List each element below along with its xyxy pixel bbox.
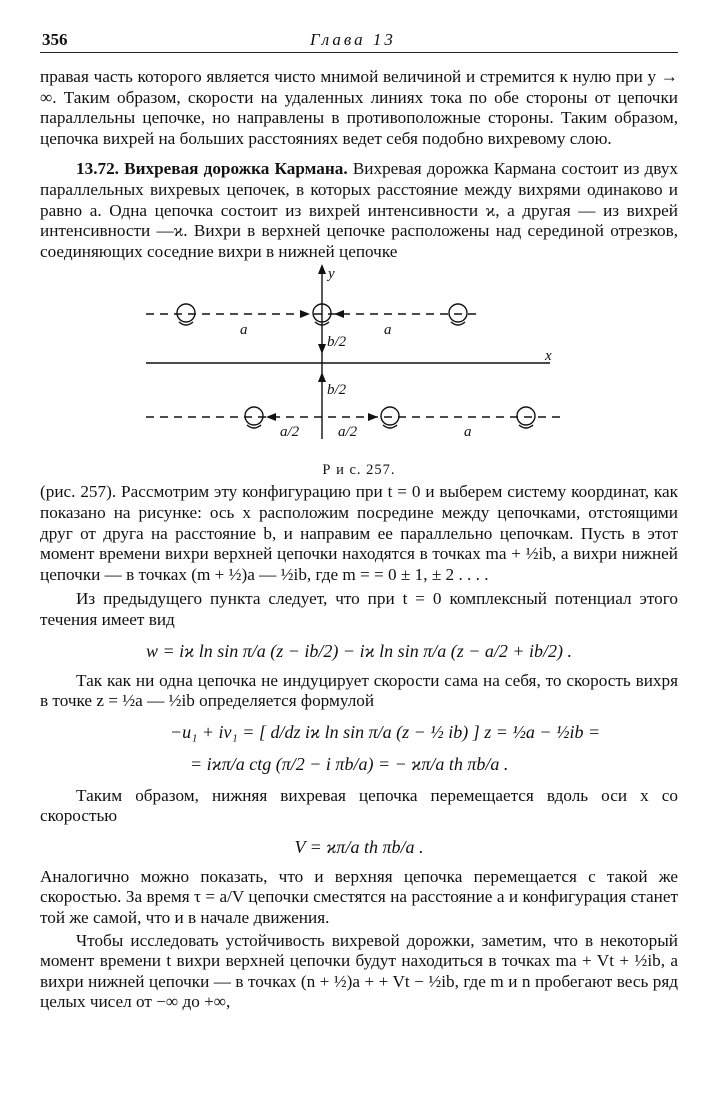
label-y-axis: y bbox=[328, 266, 335, 283]
formula-velocity-line-1: −u₁ + iv₁ = [ d/dz iϰ ln sin π/a (z − ½ ib) ] z = ½a − ½ib = bbox=[170, 721, 601, 742]
paragraph-4: Из предыдущего пункта следует, что при t = 0 комплексный потенциал этого течения имеет вид bbox=[40, 589, 678, 629]
b2-upper-arrowhead bbox=[318, 344, 326, 354]
paragraph-3: (рис. 257). Рассмотрим эту конфигурацию при t = 0 и выберем систему координат, как показано на рисунке: ось x расположим посредине между цепочками, отстоящими друг от друга на расстояние b, и направим ее параллельно цепочкам. Пусть в этот момент времени вихри верхней цепочки находятся в точках ma + ½ib, а вихри нижней цепочки — в точках (m + ½)a — ½ib, где m = = 0 ± 1, ± 2 . . . . bbox=[40, 482, 678, 584]
paragraph-6: Таким образом, нижняя вихревая цепочка перемещается вдоль оси x со скоростью bbox=[40, 785, 678, 826]
paragraph-2 bbox=[40, 159, 678, 262]
formula-speed: V = ϰπ/a th πb/a . bbox=[294, 836, 424, 857]
label-a2-right: a/2 bbox=[338, 424, 358, 441]
section-heading: 13.72. Вихревая дорожка Кармана. bbox=[76, 159, 348, 179]
upper-dim-arrowhead bbox=[334, 310, 344, 318]
label-a2-left: a/2 bbox=[280, 424, 300, 441]
karman-vortex-street-diagram bbox=[40, 264, 678, 460]
lower-vortex-1 bbox=[245, 407, 263, 425]
lower-dim-arrowhead-right bbox=[368, 413, 378, 421]
page bbox=[40, 30, 678, 1013]
upper-dim-arrowhead-left bbox=[300, 310, 310, 318]
upper-vortex-1 bbox=[177, 304, 195, 322]
figure-257 bbox=[40, 264, 678, 482]
label-a-upper-left: a bbox=[240, 322, 248, 339]
lower-vortex-3 bbox=[517, 407, 535, 425]
paragraph-7: Аналогично можно показать, что и верхняя цепочка перемещается с такой же скоростью. За время τ = a/V цепочки сместятся на расстояние a и конфигурация станет той же самой, что и в начале движения. bbox=[40, 866, 678, 928]
page-number: 356 bbox=[42, 30, 68, 49]
formula-complex-potential: w = iϰ ln sin π/a (z − ib/2) − iϰ ln sin π/a (z − a/2 + ib/2) . bbox=[145, 640, 572, 661]
label-b2-upper: b/2 bbox=[327, 334, 347, 351]
paragraph-1: правая часть которого является чисто мнимой величиной и стремится к нулю при y → ∞. Таким образом, скорости на удаленных линиях тока по обе стороны от цепочки параллельны цепочке, но направлены в противоположные стороны. Таким образом, цепочка вихрей на больших расстояниях ведет себя подобно вихревому слою. bbox=[40, 67, 678, 148]
paragraph-8: Чтобы исследовать устойчивость вихревой дорожки, заметим, что в некоторый момент времени t вихри верхней цепочки будут находиться в точках ma + Vt + ½ib, а вихри нижней цепочки — в точках (n + ½)a + + Vt − ½ib, где m и n пробегают весь ряд целых чисел от −∞ до +∞, bbox=[40, 930, 678, 1012]
section-body: Вихревая дорожка Кармана состоит из двух параллельных вихревых цепочек, в которых расстояние между вихрями одинаково и равно a. Одна цепочка состоит из вихрей интенсивности ϰ, а другая — из вихрей интенсивности —ϰ. Вихри в верхней цепочке расположены над серединой отрезков, соединяющих соседние вихри в нижней цепочке bbox=[40, 159, 679, 261]
formula-velocity-line-2: = iϰπ/a ctg (π/2 − i πb/a) = − ϰπ/a th πb/a . bbox=[190, 753, 509, 774]
label-a-lower: a bbox=[464, 424, 472, 441]
lower-dim-arrowhead-left bbox=[266, 413, 276, 421]
lower-vortex-2 bbox=[381, 407, 399, 425]
label-a-upper-right: a bbox=[384, 322, 392, 339]
label-b2-lower: b/2 bbox=[327, 382, 347, 399]
page-header bbox=[40, 30, 678, 53]
figure-caption: Р и с. 257. bbox=[322, 462, 396, 479]
paragraph-5: Так как ни одна цепочка не индуцирует скорости сама на себя, то скорость вихря в точке z = ½a — ½ib определяется формулой bbox=[40, 670, 678, 711]
y-axis-arrowhead bbox=[318, 264, 326, 274]
label-x-axis: x bbox=[545, 348, 552, 365]
chapter-title: Глава 13 bbox=[310, 30, 396, 49]
b2-lower-arrowhead bbox=[318, 372, 326, 382]
upper-vortex-3 bbox=[449, 304, 467, 322]
